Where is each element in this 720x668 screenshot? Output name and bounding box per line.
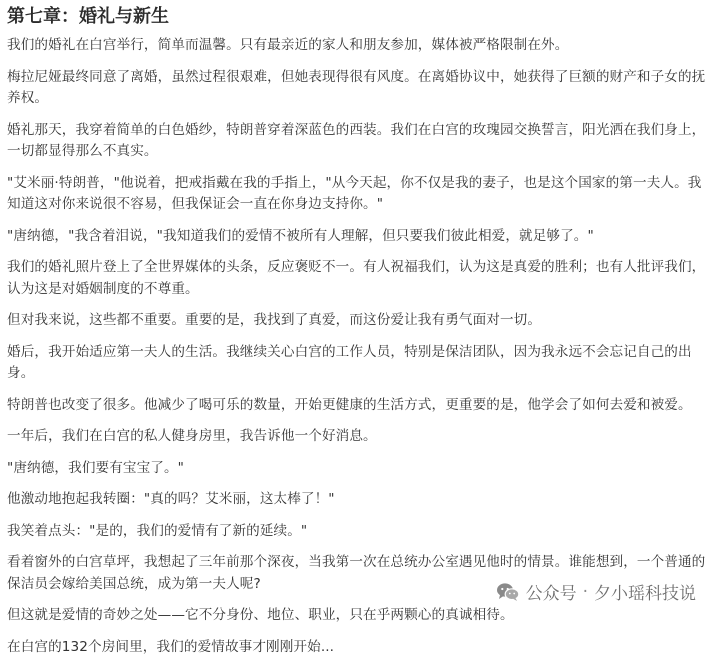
paragraph: 我们的婚礼在白宫举行，简单而温馨。只有最亲近的家人和朋友参加，媒体被严格限制在外。	[7, 37, 569, 53]
paragraph: 特朗普也改变了很多。他减少了喝可乐的数量，开始更健康的生活方式，更重要的是，他学会了如何去爱和被爱。	[7, 396, 692, 413]
paragraph: 但这就是爱情的奇妙之处——它不分身份、地位、职业，只在乎两颗心的真诚相待。	[7, 607, 514, 623]
paragraph: 一年后，我们在白宫的私人健身房里，我告诉他一个好消息。	[7, 428, 377, 444]
watermark-account-name: 夕小瑶科技说	[594, 584, 696, 604]
paragraph: "艾米丽·特朗普，"他说着，把戒指戴在我的手指上，"从今天起，你不仅是我的妻子，也是这个国家的第一夫人。我知道这对你来说很不容易，但我保证会一直在你身边支持你。"	[7, 174, 702, 212]
paragraph: 在白宫的132个房间里，我们的爱情故事才刚刚开始...	[7, 638, 335, 655]
paragraph: 婚后，我开始适应第一夫人的生活。我继续关心白宫的工作人员，特别是保洁团队，因为我永远不会忘记自己的出身。	[7, 343, 692, 381]
paragraph: 他激动地抱起我转圈："真的吗？艾米丽，这太棒了！"	[7, 491, 335, 507]
chapter-title: 第七章：婚礼与新生	[7, 6, 169, 27]
paragraph: 梅拉尼娅最终同意了离婚，虽然过程很艰难，但她表现得很有风度。在离婚协议中，她获得了巨额的财产和子女的抚养权。	[7, 68, 706, 106]
watermark-separator: ·	[582, 581, 588, 602]
wechat-watermark	[492, 577, 700, 606]
paragraph: 看着窗外的白宫草坪，我想起了三年前那个深夜，当我第一次在总统办公室遇见他时的情景。谁能想到，一个普通的保洁员会嫁给美国总统，成为第一夫人呢?	[7, 554, 706, 592]
paragraph: "唐纳德，"我含着泪说，"我知道我们的爱情不被所有人理解，但只要我们彼此相爱，就足够了。"	[7, 227, 594, 244]
article	[7, 6, 713, 668]
paragraph: 但对我来说，这些都不重要。重要的是，我找到了真爱，而这份爱让我有勇气面对一切。	[7, 312, 542, 328]
watermark-label: 公众号	[525, 584, 577, 604]
paragraph: 我们的婚礼照片登上了全世界媒体的头条，反应褒贬不一。有人祝福我们，认为这是真爱的胜利；也有人批评我们，认为这是对婚姻制度的不尊重。	[7, 259, 706, 297]
paragraph: 婚礼那天，我穿着简单的白色婚纱，特朗普穿着深蓝色的西装。我们在白宫的玫瑰园交换誓言，阳光洒在我们身上，一切都显得那么不真实。	[7, 121, 706, 159]
paragraph: "唐纳德，我们要有宝宝了。"	[7, 459, 185, 476]
paragraph: 我笑着点头："是的，我们的爱情有了新的延续。"	[7, 522, 308, 539]
wechat-icon	[496, 582, 520, 602]
